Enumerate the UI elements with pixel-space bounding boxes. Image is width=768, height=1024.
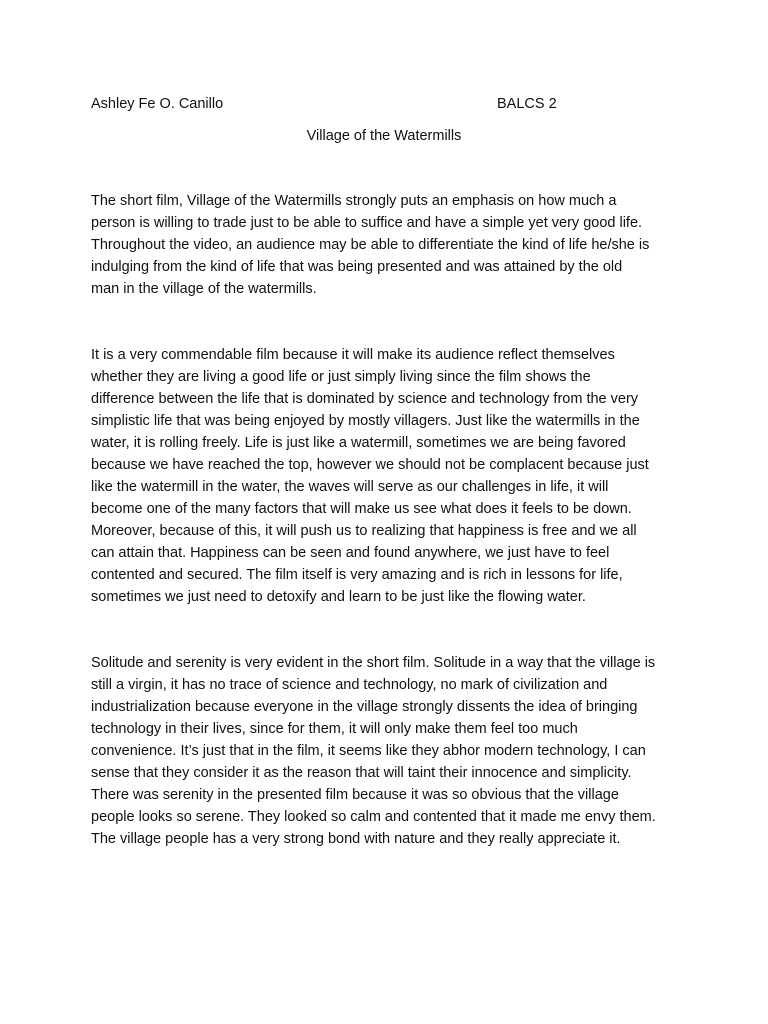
paragraph-line: person is willing to trade just to be able to suffice and have a simple yet very good life. bbox=[91, 215, 643, 231]
paragraph-line: difference between the life that is dominated by science and technology from the very bbox=[91, 391, 639, 407]
paragraph-line: sometimes we just need to detoxify and learn to be just like the flowing water. bbox=[91, 589, 586, 605]
paragraph-1 bbox=[91, 190, 691, 300]
paragraph-line: still a virgin, it has no trace of science and technology, no mark of civilization and bbox=[91, 677, 608, 693]
paragraph-line: whether they are living a good life or just simply living since the film shows the bbox=[91, 369, 591, 385]
paragraph-line: indulging from the kind of life that was being presented and was attained by the old bbox=[91, 259, 623, 275]
paragraph-line: technology in their lives, since for them, it will only make them feel too much bbox=[91, 721, 578, 737]
paragraph-line: can attain that. Happiness can be seen and found anywhere, we just have to feel bbox=[91, 545, 610, 561]
paragraph-line: because we have reached the top, however we should not be complacent because just bbox=[91, 457, 649, 473]
paragraph-line: There was serenity in the presented film because it was so obvious that the village bbox=[91, 787, 619, 803]
paragraph-line: Throughout the video, an audience may be able to differentiate the kind of life he/she is bbox=[91, 237, 650, 253]
paragraph-line: water, it is rolling freely. Life is just like a watermill, sometimes we are being favored bbox=[91, 435, 626, 451]
paragraph-line: Solitude and serenity is very evident in the short film. Solitude in a way that the village is bbox=[91, 655, 656, 671]
author-name: Ashley Fe O. Canillo bbox=[91, 96, 224, 112]
paragraph-line: industrialization because everyone in the village strongly dissents the idea of bringing bbox=[91, 699, 638, 715]
paragraph-line: sense that they consider it as the reason that will taint their innocence and simplicity. bbox=[91, 765, 632, 781]
paragraph-line: become one of the many factors that will make us see what does it feels to be down. bbox=[91, 501, 632, 517]
paragraph-line: man in the village of the watermills. bbox=[91, 281, 317, 297]
paragraph-line: contented and secured. The film itself is very amazing and is rich in lessons for life, bbox=[91, 567, 623, 583]
document-title: Village of the Watermills bbox=[306, 128, 462, 144]
paragraph-2 bbox=[91, 344, 691, 608]
paragraph-line: simplistic life that was being enjoyed by mostly villagers. Just like the watermills in the bbox=[91, 413, 640, 429]
course-code: BALCS 2 bbox=[497, 96, 557, 112]
paragraph-line: The village people has a very strong bond with nature and they really appreciate it. bbox=[91, 831, 621, 847]
paragraph-line: like the watermill in the water, the waves will serve as our challenges in life, it will bbox=[91, 479, 609, 495]
paragraph-line: The short film, Village of the Watermills strongly puts an emphasis on how much a bbox=[91, 193, 617, 209]
paragraph-line: It is a very commendable film because it will make its audience reflect themselves bbox=[91, 347, 615, 363]
paragraph-line: Moreover, because of this, it will push us to realizing that happiness is free and we all bbox=[91, 523, 637, 539]
paragraph-line: convenience. It’s just that in the film, it seems like they abhor modern technology, I can bbox=[91, 743, 646, 759]
paragraph-3 bbox=[91, 652, 691, 850]
paragraph-line: people looks so serene. They looked so calm and contented that it made me envy them. bbox=[91, 809, 656, 825]
